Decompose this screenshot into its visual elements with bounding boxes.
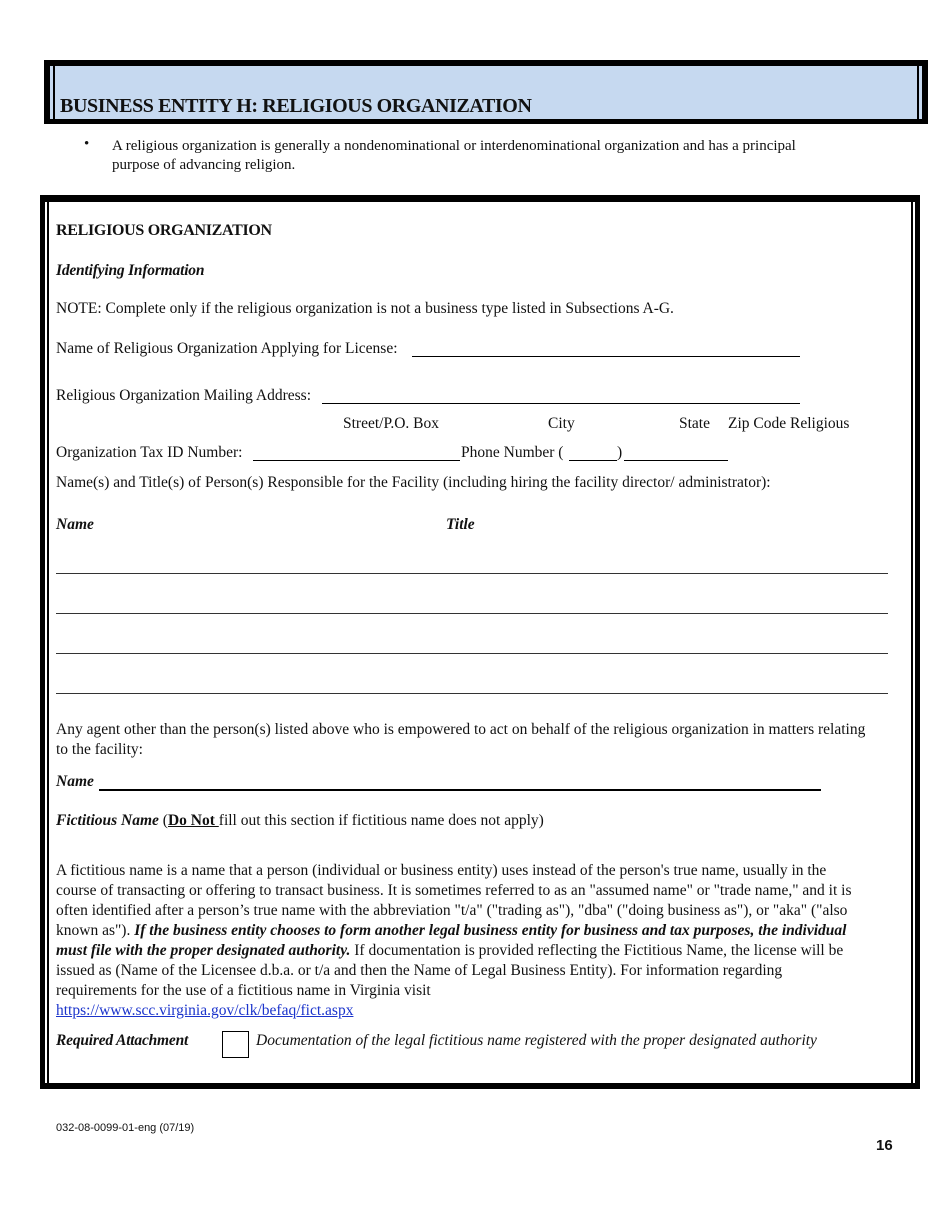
mailing-address-label: Religious Organization Mailing Address: [56,387,312,404]
fictitious-name-link[interactable]: https://www.scc.virginia.gov/clk/befaq/fict.aspx [56,1002,354,1019]
note-text: NOTE: Complete only if the religious organization is not a business type listed in Subsections A-G. [56,300,674,317]
section-title: RELIGIOUS ORGANIZATION [56,222,272,239]
phone-number-field[interactable] [624,460,728,461]
responsible-row-2[interactable] [56,613,888,614]
tax-id-field[interactable] [253,460,460,461]
responsible-label: Name(s) and Title(s) of Person(s) Responsible for the Facility (including hiring the facility director/ administrator): [56,474,771,491]
bullet-icon: • [84,136,90,152]
tax-id-label: Organization Tax ID Number: [56,444,243,461]
page-title: BUSINESS ENTITY H: RELIGIOUS ORGANIZATION [60,95,532,117]
responsible-row-1[interactable] [56,573,888,574]
agent-name-field[interactable] [99,789,821,791]
zip-caption: Zip Code Religious [728,415,850,432]
agent-name-label: Name [56,773,94,790]
required-attachment-text: Documentation of the legal fictitious name registered with the proper designated authority [256,1032,817,1049]
name-column-header: Name [56,516,94,533]
responsible-row-4[interactable] [56,693,888,694]
street-caption: Street/P.O. Box [343,415,440,432]
city-caption: City [548,415,575,432]
phone-area-code-field[interactable] [569,460,617,461]
state-caption: State [679,415,710,432]
page-number: 16 [876,1137,893,1154]
attachment-checkbox[interactable] [222,1031,249,1058]
phone-label: Phone Number ( [461,444,564,461]
subsection-title: Identifying Information [56,262,205,279]
org-name-label: Name of Religious Organization Applying for License: [56,340,398,357]
form-code: 032-08-0099-01-eng (07/19) [56,1122,195,1134]
mailing-address-field[interactable] [322,403,800,404]
phone-close-paren: ) [617,444,623,461]
agent-text: Any agent other than the person(s) listed above who is empowered to act on behalf of the religious organization in matters relating to the facility: [56,721,866,758]
org-name-field[interactable] [412,356,800,357]
responsible-row-3[interactable] [56,653,888,654]
intro-text: A religious organization is generally a nondenominational or interdenominational organization and has a principal purpose of advancing religion. [112,138,796,173]
fictitious-heading: Fictitious Name (Do Not fill out this section if fictitious name does not apply) [56,812,544,829]
required-attachment-label: Required Attachment [56,1032,189,1049]
fictitious-paragraph: A fictitious name is a name that a person (individual or business entity) uses instead of the person's true name, usually in the course of transacting or offering to transact business. It is sometimes referred to as an "assumed name" or "trade name," and it is often identified after a person’s true name with the abbreviation "t/a" ("trading as"), "dba" ("doing business as"), or "aka" ("also known as"). If the business entity chooses to form another legal business entity for business and tax purposes, the individual must file with the proper designated authority. If documentation is provided reflecting the Fictitious Name, the license will be issued as (Name of the Licensee d.b.a. or t/a and then the Name of Legal Business Entity). For information regarding requirements for the use of a fictitious name in Virginia visit https://www.scc.virginia.gov/clk/befaq/fict.aspx [56,862,852,1019]
title-column-header: Title [446,516,475,533]
